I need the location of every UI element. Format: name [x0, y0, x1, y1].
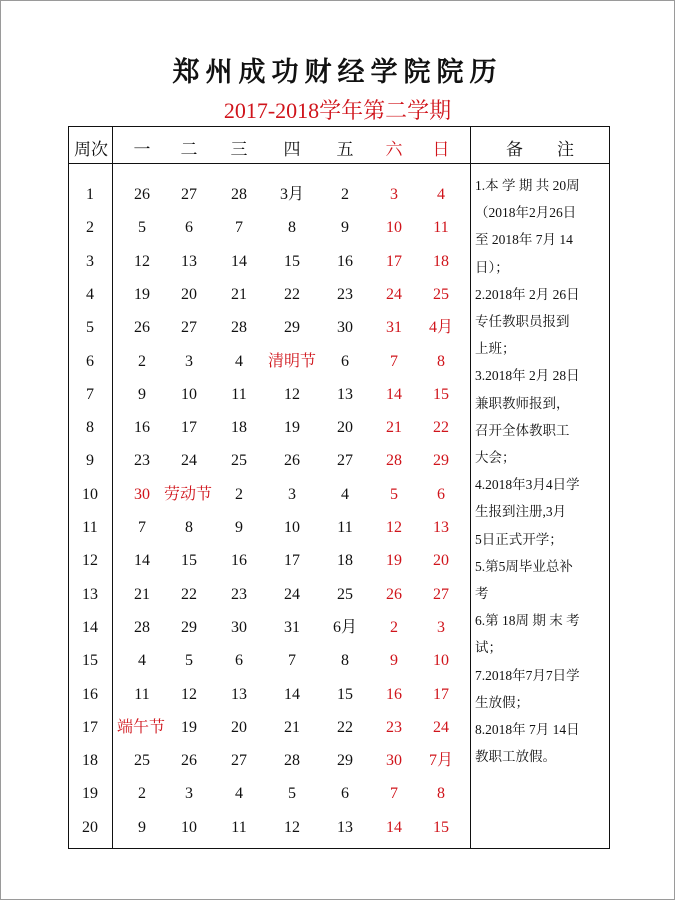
day-cell: 4	[341, 485, 349, 503]
day-cell: 26	[284, 452, 300, 470]
day-cell: 30	[134, 485, 150, 503]
day-cell: 25	[433, 285, 449, 303]
day-cell: 9	[138, 818, 146, 836]
note-line: 教职工放假。	[475, 749, 556, 765]
day-cell: 15	[181, 552, 197, 570]
day-cell: 17	[386, 252, 402, 270]
day-cell: 7	[390, 785, 398, 803]
day-cell: 30	[337, 319, 353, 337]
day-cell: 14	[231, 252, 247, 270]
day-cell: 29	[181, 618, 197, 636]
day-cell: 12	[284, 818, 300, 836]
week-number: 4	[86, 285, 94, 303]
day-cell: 21	[386, 419, 402, 437]
day-cell: 4	[437, 186, 445, 203]
day-cell: 6	[235, 652, 243, 670]
note-line: 5日正式开学；	[475, 531, 563, 547]
page-subtitle: 2017-2018学年第二学期	[223, 98, 452, 123]
day-cell: 26	[386, 585, 402, 603]
day-cell: 30	[386, 752, 402, 770]
day-cell: 23	[386, 718, 402, 736]
week-number: 19	[82, 785, 98, 803]
day-cell: 16	[231, 552, 247, 570]
day-cell: 17	[181, 419, 197, 437]
header-day-3: 三	[230, 140, 248, 159]
day-cell: 12	[181, 685, 197, 703]
note-line: 兼职教师报到，	[475, 395, 570, 411]
day-cell: 14	[386, 385, 402, 403]
day-cell: 23	[231, 585, 247, 603]
week-number: 18	[82, 752, 98, 770]
header-day-1: 一	[133, 140, 151, 159]
day-cell: 24	[284, 585, 300, 603]
day-cell: 7月	[428, 752, 453, 770]
day-cell: 4月	[428, 319, 453, 337]
day-cell: 11	[337, 519, 353, 536]
day-cell: 9	[138, 385, 146, 403]
day-cell: 28	[134, 618, 150, 636]
week-number: 15	[82, 652, 98, 670]
week-number: 17	[82, 718, 98, 736]
day-cell: 16	[337, 252, 353, 270]
day-cell: 28	[231, 186, 247, 203]
day-cell: 18	[337, 552, 353, 570]
day-cell: 23	[134, 452, 150, 470]
day-cell: 31	[386, 319, 402, 337]
day-cell: 20	[181, 285, 197, 303]
day-cell: 6	[341, 785, 349, 803]
day-cell: 5	[138, 219, 146, 237]
page-title: 郑州成功财经学院院历	[172, 57, 503, 88]
day-cell: 27	[337, 452, 353, 470]
day-cell: 10	[181, 385, 197, 403]
day-cell: 25	[337, 585, 353, 603]
day-cell: 20	[433, 552, 449, 570]
day-cell: 8	[437, 352, 445, 370]
day-cell: 9	[235, 519, 243, 536]
holiday-label: 劳动节	[163, 485, 212, 503]
notes-column-divider	[470, 126, 471, 849]
note-line: 6.第 18周 期 末 考	[475, 613, 580, 629]
day-cell: 19	[284, 419, 300, 437]
day-cell: 21	[284, 718, 300, 736]
day-cell: 15	[433, 385, 449, 403]
note-line: （2018年2月26日	[475, 205, 577, 221]
day-cell: 20	[337, 419, 353, 437]
day-cell: 14	[134, 552, 150, 570]
note-line: 考	[475, 586, 489, 602]
day-cell: 12	[284, 385, 300, 403]
day-cell: 28	[284, 752, 300, 770]
day-cell: 19	[134, 285, 150, 303]
day-cell: 6月	[332, 618, 357, 636]
week-number: 16	[82, 685, 98, 703]
day-cell: 6	[341, 352, 349, 370]
note-line: 生放假；	[475, 694, 529, 710]
day-cell: 15	[433, 818, 449, 836]
note-line: 7.2018年7月7日学	[475, 667, 580, 683]
week-number: 5	[86, 319, 94, 337]
day-cell: 13	[337, 818, 353, 836]
day-cell: 24	[386, 285, 402, 303]
day-cell: 19	[386, 552, 402, 570]
header-day-7: 日	[432, 140, 450, 159]
note-line: 生报到注册,3月	[475, 504, 567, 520]
day-cell: 2	[390, 618, 398, 636]
day-cell: 9	[390, 652, 398, 670]
header-day-6: 六	[385, 140, 403, 159]
note-line: 3.2018年 2月 28日	[475, 368, 580, 384]
day-cell: 13	[181, 252, 197, 270]
day-cell: 17	[433, 685, 449, 703]
day-cell: 22	[284, 285, 300, 303]
day-cell: 11	[134, 685, 150, 703]
day-cell: 12	[386, 519, 402, 536]
week-number: 3	[86, 252, 94, 270]
day-cell: 8	[437, 785, 445, 803]
note-line: 2.2018年 2月 26日	[475, 286, 580, 302]
day-cell: 15	[284, 252, 300, 270]
note-line: 5.第5周毕业总补	[475, 558, 573, 574]
day-cell: 27	[433, 585, 449, 603]
day-cell: 26	[134, 319, 150, 337]
day-cell: 13	[337, 385, 353, 403]
header-day-5: 五	[336, 140, 354, 159]
week-number: 11	[82, 519, 98, 536]
week-number: 13	[82, 585, 98, 603]
day-cell: 27	[181, 186, 197, 203]
week-number: 2	[86, 219, 94, 237]
day-cell: 25	[134, 752, 150, 770]
day-cell: 14	[386, 818, 402, 836]
day-cell: 8	[288, 219, 296, 237]
header-divider	[68, 163, 610, 164]
day-cell: 3月	[279, 186, 304, 203]
day-cell: 28	[231, 319, 247, 337]
header-day-4: 四	[283, 140, 301, 159]
day-cell: 10	[433, 652, 449, 670]
day-cell: 11	[231, 385, 247, 403]
day-cell: 2	[341, 186, 349, 203]
day-cell: 10	[181, 818, 197, 836]
day-cell: 7	[138, 519, 146, 536]
day-cell: 3	[185, 785, 193, 803]
day-cell: 9	[341, 219, 349, 237]
week-number: 10	[82, 485, 98, 503]
day-cell: 17	[284, 552, 300, 570]
week-number: 8	[86, 419, 94, 437]
day-cell: 18	[231, 419, 247, 437]
note-line: 4.2018年3月4日学	[475, 477, 580, 493]
day-cell: 5	[185, 652, 193, 670]
day-cell: 5	[390, 485, 398, 503]
week-column-divider	[112, 126, 113, 849]
day-cell: 29	[284, 319, 300, 337]
day-cell: 24	[433, 718, 449, 736]
day-cell: 29	[337, 752, 353, 770]
day-cell: 7	[390, 352, 398, 370]
day-cell: 13	[433, 519, 449, 536]
header-week: 周次	[74, 140, 108, 159]
day-cell: 13	[231, 685, 247, 703]
day-cell: 28	[386, 452, 402, 470]
note-line: 8.2018年 7月 14日	[475, 722, 580, 738]
note-line: 试；	[475, 640, 502, 656]
day-cell: 29	[433, 452, 449, 470]
day-cell: 27	[231, 752, 247, 770]
day-cell: 10	[386, 219, 402, 237]
day-cell: 2	[235, 485, 243, 503]
week-number: 20	[82, 818, 98, 836]
day-cell: 27	[181, 319, 197, 337]
week-number: 6	[86, 352, 94, 370]
note-line: 专任教职员报到	[475, 314, 570, 330]
note-line: 至 2018年 7月 14	[475, 232, 573, 248]
day-cell: 3	[390, 186, 398, 203]
day-cell: 23	[337, 285, 353, 303]
header-day-2: 二	[180, 140, 198, 159]
day-cell: 22	[433, 419, 449, 437]
holiday-label: 端午节	[116, 718, 165, 736]
day-cell: 16	[386, 685, 402, 703]
week-number: 1	[86, 186, 94, 203]
week-number: 7	[86, 385, 94, 403]
week-number: 14	[82, 618, 98, 636]
day-cell: 10	[284, 519, 300, 536]
day-cell: 11	[231, 818, 247, 836]
day-cell: 14	[284, 685, 300, 703]
day-cell: 22	[181, 585, 197, 603]
day-cell: 18	[433, 252, 449, 270]
day-cell: 31	[284, 618, 300, 636]
day-cell: 30	[231, 618, 247, 636]
day-cell: 8	[185, 519, 193, 536]
day-cell: 7	[288, 652, 296, 670]
day-cell: 22	[337, 718, 353, 736]
day-cell: 21	[134, 585, 150, 603]
note-line: 1.本 学 期 共 20周	[475, 178, 580, 193]
day-cell: 4	[235, 352, 243, 370]
day-cell: 15	[337, 685, 353, 703]
day-cell: 2	[138, 352, 146, 370]
day-cell: 12	[134, 252, 150, 270]
day-cell: 4	[235, 785, 243, 803]
day-cell: 26	[181, 752, 197, 770]
day-cell: 4	[138, 652, 146, 670]
day-cell: 6	[437, 485, 445, 503]
day-cell: 26	[134, 186, 150, 203]
day-cell: 11	[433, 219, 449, 237]
day-cell: 24	[181, 452, 197, 470]
note-line: 大会；	[475, 450, 516, 466]
note-line: 日）；	[475, 259, 509, 275]
day-cell: 7	[235, 219, 243, 237]
holiday-label: 清明节	[267, 352, 316, 370]
week-number: 9	[86, 452, 94, 470]
day-cell: 20	[231, 718, 247, 736]
note-line: 召开全体教职工	[475, 422, 570, 438]
day-cell: 2	[138, 785, 146, 803]
note-line: 上班；	[475, 341, 516, 357]
day-cell: 3	[185, 352, 193, 370]
week-number: 12	[82, 552, 98, 570]
header-notes: 备 注	[506, 140, 574, 159]
day-cell: 8	[341, 652, 349, 670]
day-cell: 3	[288, 485, 296, 503]
day-cell: 19	[181, 718, 197, 736]
day-cell: 21	[231, 285, 247, 303]
day-cell: 5	[288, 785, 296, 803]
day-cell: 16	[134, 419, 150, 437]
day-cell: 25	[231, 452, 247, 470]
day-cell: 6	[185, 219, 193, 237]
day-cell: 3	[437, 618, 445, 636]
